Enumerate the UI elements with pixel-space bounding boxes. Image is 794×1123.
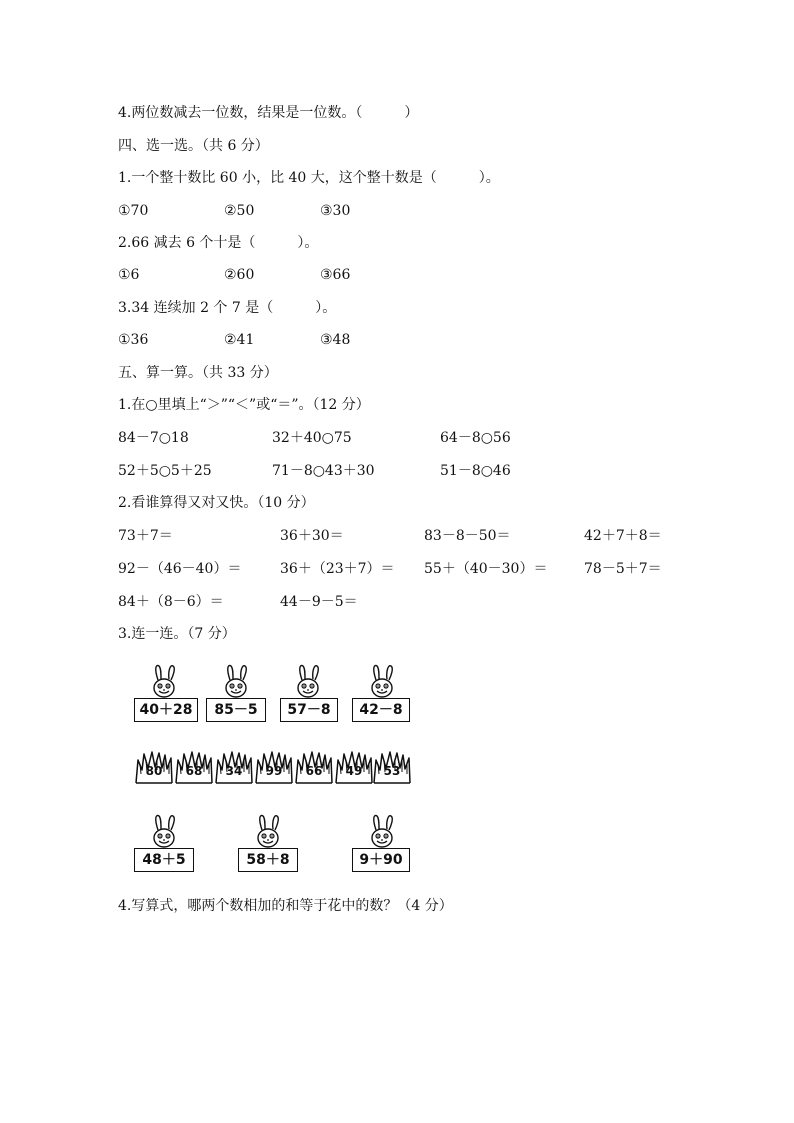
top-expression-box-1[interactable]: 40＋28 xyxy=(134,698,198,722)
bunny-icon xyxy=(364,664,400,698)
grass-number-label: 49 xyxy=(345,764,363,778)
bunny-icon xyxy=(364,814,400,848)
bunny-icon xyxy=(218,664,254,698)
part4-q2-option-2: ②60 xyxy=(224,267,255,283)
part4-question-2: 2.66 减去 6 个十是（ ）。 xyxy=(118,235,319,251)
part4-q3-option-3: ③48 xyxy=(320,332,351,348)
grass-number-3[interactable] xyxy=(214,750,254,784)
calc-item: 92－（46－40）＝ xyxy=(118,561,242,577)
compare-item: 64－8○56 xyxy=(440,430,511,446)
part4-question-1: 1.一个整十数比 60 小，比 40 大，这个整十数是（ ）。 xyxy=(118,170,500,186)
bunny-icon xyxy=(290,664,326,698)
part4-q1-option-1: ①70 xyxy=(118,203,149,219)
grass-number-label: 53 xyxy=(383,764,401,778)
grass-number-label: 66 xyxy=(305,764,323,778)
part4-q1-option-3: ③30 xyxy=(320,203,351,219)
section-title-part5: 五、算一算。（共 33 分） xyxy=(118,365,278,381)
calc-item: 84＋（8－6）＝ xyxy=(118,594,224,610)
grass-number-label: 99 xyxy=(265,764,283,778)
part4-q2-option-3: ③66 xyxy=(320,267,351,283)
part4-q2-option-1: ①6 xyxy=(118,267,140,283)
grass-number-label: 80 xyxy=(145,764,163,778)
part4-q1-option-2: ②50 xyxy=(224,203,255,219)
calc-item: 44－9－5＝ xyxy=(280,594,358,610)
compare-item: 51－8○46 xyxy=(440,463,511,479)
top-expression-box-3[interactable]: 57－8 xyxy=(280,698,338,722)
part3-question-4: 4.两位数减去一位数，结果是一位数。（ ） xyxy=(118,105,419,121)
part5-q3-title: 3.连一连。（7 分） xyxy=(118,626,236,642)
grass-number-label: 34 xyxy=(225,764,243,778)
grass-number-4[interactable] xyxy=(254,750,294,784)
compare-item: 84－7○18 xyxy=(118,430,189,446)
calc-item: 55＋（40－30）＝ xyxy=(424,561,548,577)
bottom-expression-box-2[interactable]: 58＋8 xyxy=(238,848,298,872)
compare-item: 52＋5○5＋25 xyxy=(118,463,212,479)
grass-number-2[interactable] xyxy=(174,750,214,784)
grass-number-6[interactable] xyxy=(334,750,374,784)
part5-q4-title: 4.写算式，哪两个数相加的和等于花中的数？（4 分） xyxy=(118,898,453,914)
bottom-expression-box-3[interactable]: 9＋90 xyxy=(352,848,410,872)
calc-item: 78－5＋7＝ xyxy=(584,561,662,577)
bottom-expression-box-1[interactable]: 48＋5 xyxy=(134,848,194,872)
part5-q2-title: 2.看谁算得又对又快。（10 分） xyxy=(118,495,315,511)
calc-item: 36＋（23＋7）＝ xyxy=(280,561,395,577)
bunny-icon xyxy=(146,664,182,698)
compare-item: 71－8○43＋30 xyxy=(272,463,375,479)
top-expression-box-4[interactable]: 42－8 xyxy=(352,698,410,722)
calc-item: 83－8－50＝ xyxy=(424,528,511,544)
compare-item: 32＋40○75 xyxy=(272,430,352,446)
grass-number-1[interactable] xyxy=(134,750,174,784)
top-expression-box-2[interactable]: 85－5 xyxy=(206,698,266,722)
calc-item: 73＋7＝ xyxy=(118,528,173,544)
part5-q1-title: 1.在○里填上“＞”“＜”或“＝”。（12 分） xyxy=(118,397,370,413)
part4-question-3: 3.34 连续加 2 个 7 是（ ）。 xyxy=(118,300,337,316)
part4-q3-option-2: ②41 xyxy=(224,332,255,348)
part4-q3-option-1: ①36 xyxy=(118,332,149,348)
bunny-icon xyxy=(146,814,182,848)
grass-number-7[interactable] xyxy=(372,750,412,784)
calc-item: 36＋30＝ xyxy=(280,528,344,544)
grass-number-5[interactable] xyxy=(294,750,334,784)
grass-number-label: 68 xyxy=(185,764,203,778)
section-title-part4: 四、选一选。（共 6 分） xyxy=(118,138,269,154)
bunny-icon xyxy=(250,814,286,848)
calc-item: 42＋7＋8＝ xyxy=(584,528,662,544)
